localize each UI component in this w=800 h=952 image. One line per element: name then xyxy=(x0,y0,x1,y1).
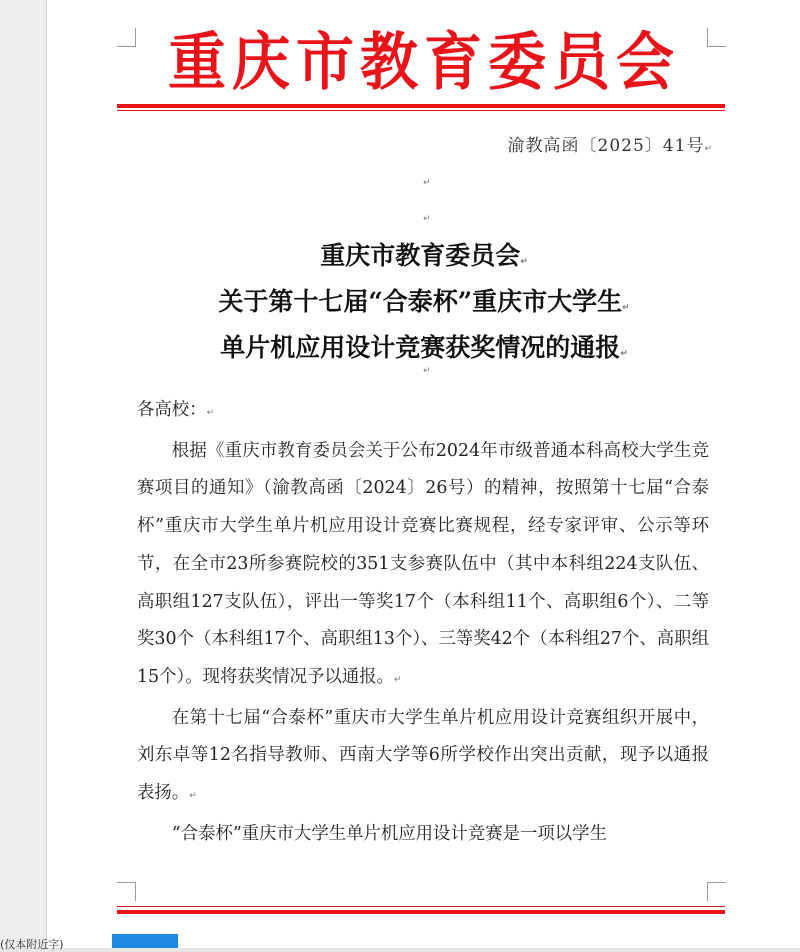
paragraph-mark-icon: ↵ xyxy=(704,144,713,154)
header-red-rule-thick xyxy=(117,104,725,108)
paragraph-mark-icon: ↵ xyxy=(423,366,431,376)
paragraph-mark-icon: ↵ xyxy=(423,214,431,224)
footer-red-rule-thick xyxy=(117,910,725,914)
crop-mark-bottom-left xyxy=(117,882,136,901)
paragraph-mark-icon: ↵ xyxy=(520,257,528,267)
paragraph-mark-icon: ↵ xyxy=(206,408,215,418)
salutation: 各高校：↵ xyxy=(137,400,215,420)
body-paragraph-1: 根据《重庆市教育委员会关于公布2024年市级普通本科高校大学生竞赛项目的通知》（渝教高函〔2024〕26号）的精神，按照第十七届“合泰杯”重庆市大学生单片机应用设计竞赛比赛规程，经专家评审、公示等环节，在全市23所参赛院校的351支参赛队伍中（其中本科组224支队伍、高职组127支队伍），评出一等奖17个（本科组11个、高职组6个）、二等奖30个（本科组17个、高职组13个）、三等奖42个（本科组27个、高职组15个）。现将获奖情况予以通报。↵ xyxy=(137,440,709,687)
left-gutter xyxy=(0,0,46,948)
red-masthead-title: 重庆市教育委员会 xyxy=(167,25,680,99)
document-body xyxy=(137,392,709,853)
paragraph-mark-icon: ↵ xyxy=(620,349,628,359)
document-number: 渝教高函〔2025〕41号↵ xyxy=(507,136,713,156)
header-red-rule-thin xyxy=(117,110,725,111)
title-line-1: 重庆市教育委员会↵ xyxy=(320,241,528,270)
status-bar-tab[interactable] xyxy=(112,934,178,948)
body-paragraph-3: “合泰杯”重庆市大学生单片机应用设计竞赛是一项以学生 xyxy=(171,823,607,844)
paragraph-mark-icon: ↵ xyxy=(622,303,630,313)
title-line-2: 关于第十七届“合泰杯”重庆市大学生↵ xyxy=(218,287,630,316)
crop-mark-bottom-right xyxy=(707,882,726,901)
document-page xyxy=(46,0,800,948)
document-title xyxy=(47,236,800,374)
footer-red-rule-thin xyxy=(117,906,725,907)
paragraph-mark-icon: ↵ xyxy=(393,674,402,685)
status-bar-label: (仅本附近字) xyxy=(0,938,64,951)
paragraph-mark-icon: ↵ xyxy=(423,178,431,188)
title-line-3: 单片机应用设计竞赛获奖情况的通报↵ xyxy=(220,333,628,362)
paragraph-mark-icon: ↵ xyxy=(189,791,197,802)
body-paragraph-2: 在第十七届“合泰杯”重庆市大学生单片机应用设计竞赛组织开展中，刘东卓等12名指导教师、西南大学等6所学校作出突出贡献，现予以通报表扬。↵ xyxy=(137,707,709,804)
